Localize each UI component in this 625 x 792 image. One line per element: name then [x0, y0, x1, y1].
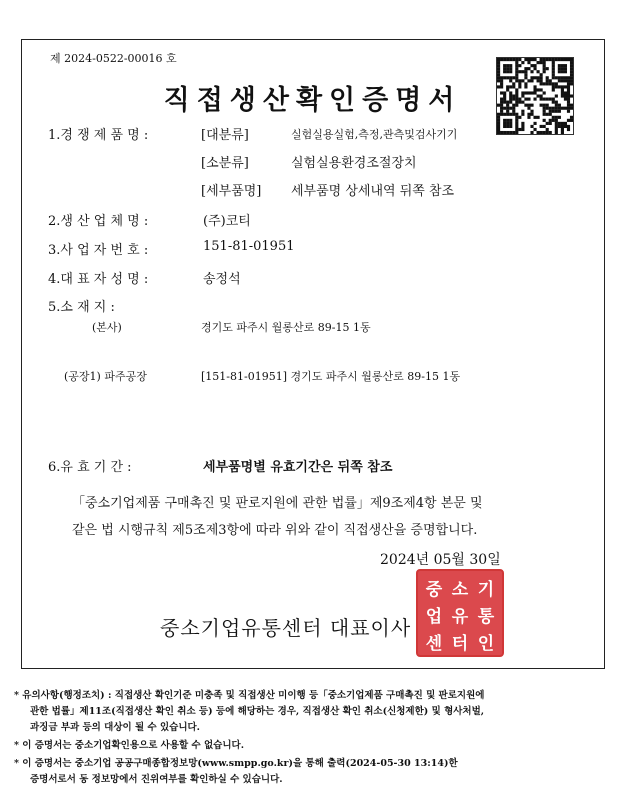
footnote-1-line1: * 유의사항(행정조치) : 직접생산 확인기준 미충족 및 직접생산 미이행 등「중소기업제품 구매촉진 및 판로지원에 [14, 690, 485, 701]
major-category-label: [대분류] [201, 128, 249, 143]
certification-text-line2: 같은 법 시행규칙 제5조제3항에 따라 위와 같이 직접생산을 증명합니다. [72, 523, 478, 538]
validity-value: 세부품명별 유효기간은 뒤쪽 참조 [203, 460, 393, 475]
major-category-value: 실험실용실험,측정,관측및검사기기 [291, 128, 458, 141]
bizno-label: 3.사 업 자 번 호 : [48, 243, 149, 258]
footnote-3-line2: 증명서로서 동 정보망에서 진위여부를 확인하실 수 있습니다. [30, 774, 283, 785]
footnote-2: * 이 증명서는 중소기업확인용으로 사용할 수 없습니다. [14, 740, 245, 751]
footnote-3-line1: * 이 증명서는 중소기업 공공구매종합정보망(www.smpp.go.kr)을 통해 출력(2024-05-30 13:14)한 [14, 758, 458, 769]
address-label: 5.소 재 지 : [48, 300, 115, 315]
bizno-value: 151-81-01951 [203, 239, 295, 254]
hq-address: 경기도 파주시 월롱산로 89-15 1동 [201, 321, 371, 334]
certification-text-line1: 「중소기업제품 구매촉진 및 판로지원에 관한 법률」제9조제4항 본문 및 [72, 496, 483, 511]
official-seal-icon: 중 소 기 업 유 통 센 터 인 [416, 569, 504, 657]
footnote-1-line2: 관한 법률」제11조(직접생산 확인 취소 등) 등에 해당하는 경우, 직접생산 확인 취소(신청제한) 및 형사처벌, [30, 706, 485, 717]
ceo-label: 4.대 표 자 성 명 : [48, 272, 149, 287]
factory-address: [151-81-01951] 경기도 파주시 월롱산로 89-15 1동 [201, 370, 461, 383]
minor-category-label: [소분류] [201, 156, 249, 171]
ceo-value: 송정석 [203, 272, 241, 287]
detail-value: 세부품명 상세내역 뒤쪽 참조 [291, 184, 455, 199]
factory-label: (공장1) 파주공장 [64, 370, 147, 383]
issuer-name: 중소기업유통센터 대표이사 [160, 616, 412, 640]
minor-category-value: 실험실용환경조절장치 [291, 156, 417, 171]
issue-date: 2024년 05월 30일 [380, 552, 501, 568]
detail-label: [세부품명] [201, 184, 262, 199]
product-label: 1.경 쟁 제 품 명 : [48, 128, 149, 143]
company-value: (주)코티 [203, 214, 251, 229]
validity-label: 6.유 효 기 간 : [48, 460, 132, 475]
qr-code-icon[interactable] [496, 57, 574, 135]
hq-label: (본사) [92, 321, 122, 334]
page-title: 직접생산확인증명서 [163, 85, 462, 116]
certificate-number: 제 2024-0522-00016 호 [50, 52, 177, 65]
company-label: 2.생 산 업 체 명 : [48, 214, 149, 229]
footnote-1-line3: 과징금 부과 등의 대상이 될 수 있습니다. [30, 722, 200, 733]
